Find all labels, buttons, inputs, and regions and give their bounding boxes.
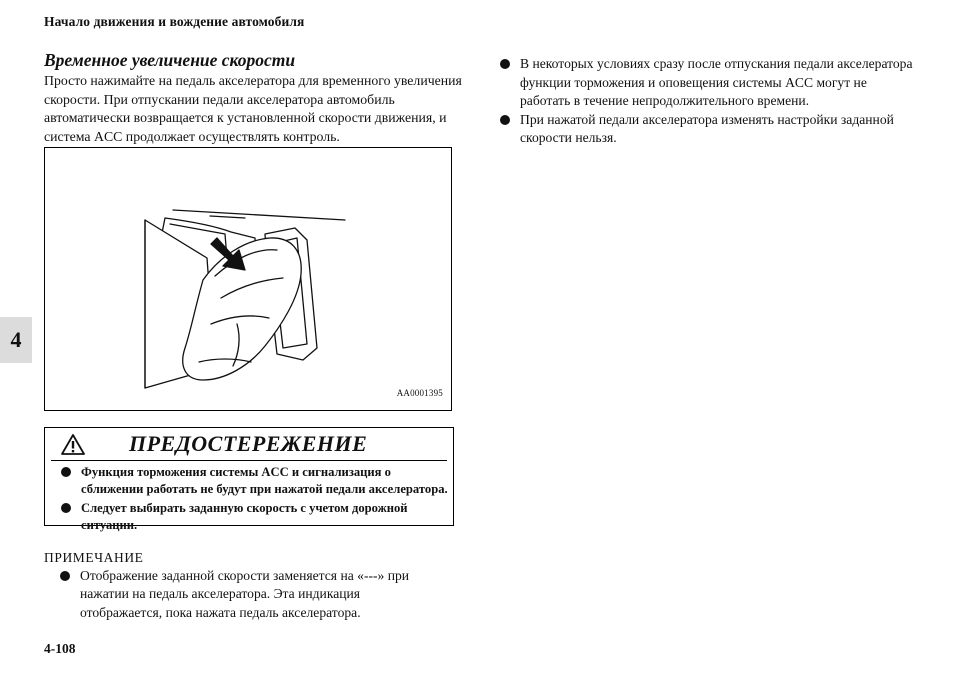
list-item — [498, 55, 918, 111]
bullet-icon — [500, 115, 510, 125]
bullet-icon — [61, 503, 71, 513]
warning-triangle-icon — [61, 434, 85, 455]
warning-list — [59, 464, 451, 536]
chapter-tab-number: 4 — [10, 327, 22, 352]
note-list — [58, 567, 438, 625]
list-item — [498, 111, 918, 148]
list-item-text: В некоторых условиях сразу после отпускания педали акселератора функции торможения и оповещения системы ACC могут не работать в течение непродолжительного времени. — [520, 56, 913, 109]
section-body: Просто нажимайте на педаль акселератора для временного увеличения скорости. При отпускании педали акселератора автомобиль автоматически возвращается к установленной скорости движения, и система ACC продолжает осуществлять контроль. — [44, 73, 462, 144]
list-item-text: При нажатой педали акселератора изменять настройки заданной скорости нельзя. — [520, 111, 894, 146]
warning-box — [44, 427, 454, 532]
warning-divider — [51, 460, 447, 461]
page-number: 4-108 — [44, 641, 76, 656]
warning-item-text: Следует выбирать заданную скорость с учетом дорожной ситуации. — [81, 501, 408, 532]
note-item-text: Отображение заданной скорости заменяется на «---» при нажатии на педаль акселератора. Эта индикация отображается, пока нажата педаль акселератора. — [80, 568, 410, 620]
bullet-icon — [61, 467, 71, 477]
bullet-icon — [60, 571, 70, 581]
warning-item — [59, 500, 451, 533]
bullet-icon — [500, 59, 510, 69]
chapter-header: Начало движения и вождение автомобиля — [44, 14, 305, 29]
right-column-list — [498, 55, 918, 148]
section-title: Временное увеличение скорости — [44, 50, 296, 70]
chapter-tab — [0, 317, 32, 363]
warning-item — [59, 464, 451, 497]
note-item — [58, 567, 438, 622]
warning-header — [45, 428, 453, 460]
pedal-drawing — [45, 148, 451, 410]
warning-title: ПРЕДОСТЕРЕЖЕНИЕ — [129, 431, 368, 456]
accelerator-pedal-illustration — [44, 147, 452, 411]
note-label: ПРИМЕЧАНИЕ — [44, 550, 144, 565]
figure-code: AA0001395 — [396, 388, 443, 398]
warning-item-text: Функция торможения системы ACC и сигнализация о сближении работать не будут при нажатой педали акселератора. — [81, 465, 448, 496]
